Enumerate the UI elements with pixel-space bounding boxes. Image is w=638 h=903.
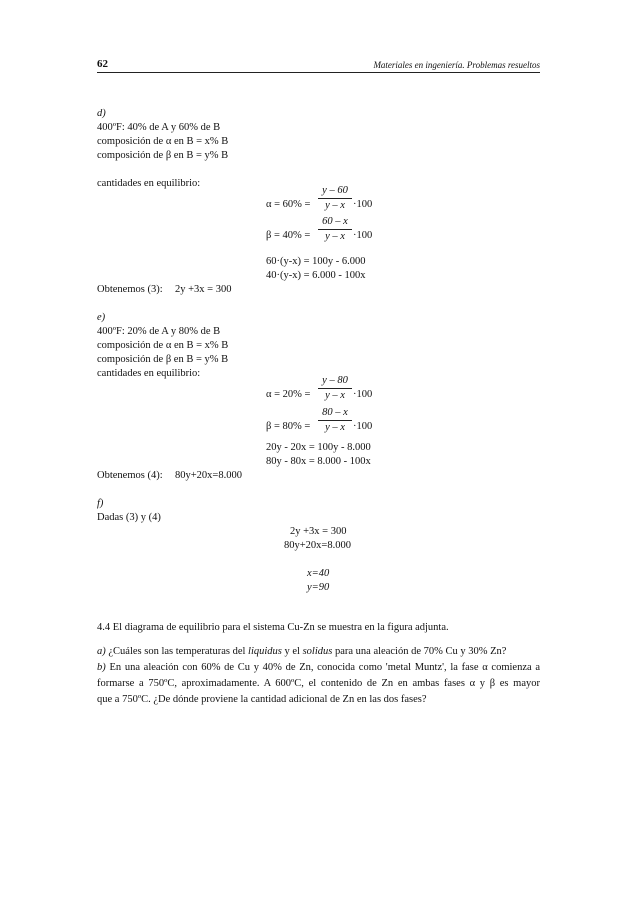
e-eq2-fraction: [318, 406, 352, 436]
part-a-solidus: solidus: [302, 646, 333, 657]
problem-part-a: [97, 645, 506, 658]
e-eq1-fraction: [318, 374, 352, 404]
e-obtenemos: Obtenemos (4):: [97, 470, 163, 481]
e-result: 80y+20x=8.000: [175, 470, 242, 481]
part-a-liquidus: liquidus: [248, 646, 282, 657]
section-d-line-3: composición de β en B = y% B: [97, 150, 229, 161]
d-eq1-lhs: α = 60% =: [266, 199, 311, 210]
e-eq4: 80y - 80x = 8.000 - 100x: [266, 456, 371, 467]
d-eq1-numerator: y – 60: [322, 185, 348, 196]
part-b-line-1-text: En una aleación con 60% de Cu y 40% de Zn, conocida como 'metal Muntz', la fase α comienza a: [109, 662, 541, 673]
section-e-label: e): [97, 312, 106, 323]
f-solution-x: x=40: [307, 568, 330, 579]
d-obtenemos: Obtenemos (3):: [97, 284, 163, 295]
e-eq2-multiplier: ·100: [353, 421, 373, 432]
e-eq1-numerator: y – 80: [322, 375, 348, 386]
e-eq2-lhs: β = 80% =: [266, 421, 311, 432]
part-a-label: a): [97, 646, 106, 657]
part-a-text-1: ¿Cuáles son las temperaturas del: [108, 646, 246, 657]
page-number: 62: [97, 58, 108, 70]
e-eq1-lhs: α = 20% =: [266, 389, 311, 400]
problem-part-b-line-3: que a 750ºC. ¿De dónde proviene la cantidad adicional de Zn en las dos fases?: [97, 694, 427, 705]
section-d-line-1: 400ºF: 40% de A y 60% de B: [97, 122, 221, 133]
section-e-cantidades: cantidades en equilibrio:: [97, 368, 201, 379]
f-system-eq2: 80y+20x=8.000: [284, 540, 351, 551]
section-d-label: d): [97, 108, 106, 119]
section-f-label: f): [97, 498, 104, 509]
part-a-text-3: para una aleación de 70% Cu y 30% Zn?: [334, 646, 507, 657]
d-eq2-numerator: 60 – x: [322, 216, 348, 227]
problem-part-b-line-1: [97, 661, 540, 674]
d-eq2-lhs: β = 40% =: [266, 230, 311, 241]
part-a-text-2: y el: [284, 646, 300, 657]
d-eq2-fraction: [318, 215, 352, 245]
e-eq3: 20y - 20x = 100y - 8.000: [266, 442, 371, 453]
d-eq1-multiplier: ·100: [353, 199, 373, 210]
d-eq3: 60·(y-x) = 100y - 6.000: [266, 256, 366, 267]
d-eq1-fraction: [318, 184, 352, 214]
section-f-dadas: Dadas (3) y (4): [97, 512, 161, 523]
running-header-title: Materiales en ingeniería. Problemas resueltos: [373, 60, 540, 70]
problem-statement: 4.4 El diagrama de equilibrio para el sistema Cu-Zn se muestra en la figura adjunta.: [97, 622, 449, 633]
f-solution-y: y=90: [307, 582, 330, 593]
e-eq1-denominator: y – x: [325, 390, 345, 401]
d-result: 2y +3x = 300: [175, 284, 232, 295]
section-d-line-2: composición de α en B = x% B: [97, 136, 229, 147]
section-e-line-3: composición de β en B = y% B: [97, 354, 229, 365]
e-eq2-numerator: 80 – x: [322, 407, 348, 418]
problem-part-b-line-2: formarse a 750ºC, aproximadamente. A 600ºC, el contenido de Zn en ambas fases α y β es mayor: [97, 678, 540, 689]
e-eq1-multiplier: ·100: [353, 389, 373, 400]
d-eq2-denominator: y – x: [325, 231, 345, 242]
e-eq2-denominator: y – x: [325, 422, 345, 433]
d-eq1-denominator: y – x: [325, 200, 345, 211]
header-rule: [97, 72, 540, 73]
section-e-line-2: composición de α en B = x% B: [97, 340, 229, 351]
d-eq2-multiplier: ·100: [353, 230, 373, 241]
d-eq4: 40·(y-x) = 6.000 - 100x: [266, 270, 366, 281]
section-d-cantidades: cantidades en equilibrio:: [97, 178, 201, 189]
section-e-line-1: 400ºF: 20% de A y 80% de B: [97, 326, 221, 337]
f-system-eq1: 2y +3x = 300: [290, 526, 347, 537]
part-b-label: b): [97, 662, 106, 673]
